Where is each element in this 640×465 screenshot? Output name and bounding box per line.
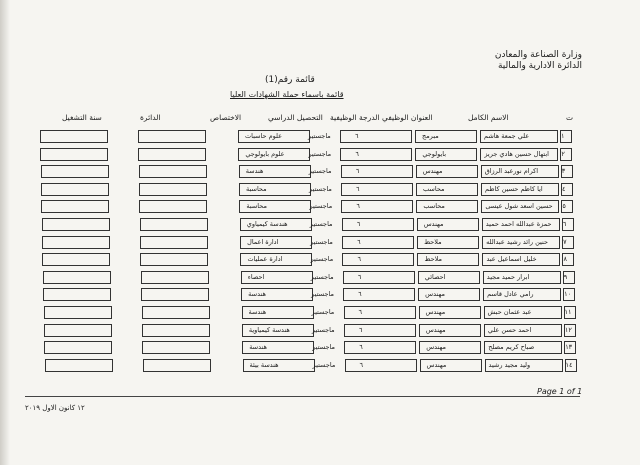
- table-cell-box: [43, 271, 111, 284]
- table-cell-box: [40, 130, 108, 143]
- cell-degree: ماجستير: [311, 325, 335, 334]
- header-department: الدائرة: [140, 113, 161, 122]
- table-cell-box: [45, 359, 113, 372]
- table-cell-box: [142, 324, 210, 337]
- table-row: [40, 339, 573, 357]
- cell-degree: ماجستير: [309, 219, 333, 228]
- table-cell-box: [345, 359, 417, 372]
- table-cell-box: [343, 271, 415, 284]
- table-cell-box: [42, 218, 110, 231]
- cell-job-title: ملاحظ: [424, 237, 442, 246]
- header-degree: التحصيل الدراسي: [268, 113, 323, 122]
- table-row: [40, 198, 570, 216]
- cell-seq: ٨: [563, 255, 567, 264]
- table-cell-box: [140, 218, 208, 231]
- table-cell-box: [139, 183, 207, 196]
- cell-specialty: هندسة: [245, 167, 264, 176]
- cell-specialty: علوم بايولوجي: [245, 149, 285, 158]
- cell-job-title: محاسب: [423, 184, 445, 193]
- table-cell-box: [44, 306, 112, 319]
- footer-divider: [25, 396, 580, 397]
- table-cell-box: [40, 148, 108, 161]
- cell-degree: ماجستير: [312, 343, 335, 352]
- cell-grade: ٦: [358, 307, 362, 316]
- cell-grade: ٦: [355, 132, 359, 140]
- cell-specialty: علوم حاسبات: [245, 132, 282, 140]
- table-cell-box: [138, 130, 206, 143]
- cell-seq: ٥: [562, 202, 566, 211]
- department-name: الدائرة الادارية والمالية: [497, 61, 582, 71]
- table-cell-box: [42, 236, 110, 249]
- cell-degree: ماجستير: [308, 149, 332, 158]
- cell-grade: ٦: [357, 237, 361, 246]
- table-row: [40, 357, 573, 375]
- cell-degree: ماجستير: [311, 290, 334, 299]
- table-cell-box: [344, 324, 416, 337]
- cell-specialty: هندسة كيمياوية: [248, 325, 290, 334]
- cell-name: ابرار حميد مجيد: [486, 272, 530, 281]
- table-cell-box: [342, 236, 414, 249]
- cell-degree: ماجستير: [309, 202, 333, 211]
- cell-seq: ١١: [564, 307, 572, 316]
- cell-specialty: هندسة بيئة: [249, 360, 279, 369]
- table-cell-box: [138, 148, 206, 161]
- table-cell-box: [341, 183, 413, 196]
- cell-job-title: مهندس: [422, 167, 443, 176]
- cell-degree: ماجستير: [312, 360, 336, 369]
- table-cell-box: [140, 236, 208, 249]
- cell-seq: ٧: [563, 237, 567, 246]
- table-cell-box: [343, 288, 415, 301]
- cell-grade: ٦: [358, 290, 362, 299]
- ministry-name: وزارة الصناعة والمعادن: [494, 50, 582, 60]
- cell-grade: ٦: [358, 325, 363, 334]
- cell-name: عبد عثمان حبش: [487, 307, 532, 316]
- cell-grade: ٦: [359, 360, 364, 369]
- table-cell-box: [341, 200, 413, 213]
- cell-degree: ماجستير: [308, 167, 332, 176]
- cell-name: وليد مجيد رشيد: [488, 360, 531, 369]
- cell-grade: ٦: [357, 255, 361, 264]
- table-row: [40, 163, 570, 181]
- table-cell-box: [342, 218, 414, 231]
- list-title: قائمة رقم(1): [265, 75, 315, 85]
- header-job-title: العنوان الوظيفي: [382, 113, 433, 122]
- header-grade: الدرجة الوظيفية: [330, 113, 380, 122]
- table-cell-box: [143, 359, 211, 372]
- table-cell-box: [344, 341, 416, 354]
- cell-name: علي جمعة هاشم: [484, 132, 530, 140]
- cell-seq: ١٣: [565, 343, 573, 352]
- table-cell-box: [340, 130, 412, 143]
- cell-job-title: احصائي: [424, 272, 446, 281]
- table-cell-box: [44, 324, 112, 337]
- table-cell-box: [142, 306, 210, 319]
- cell-degree: ماجستير: [310, 237, 333, 246]
- cell-specialty: هندسة كيمياوي: [246, 219, 288, 228]
- scan-edge: [0, 0, 10, 465]
- table-cell-box: [44, 341, 112, 354]
- cell-degree: ماجستير: [310, 272, 334, 281]
- cell-specialty: هندسة: [248, 290, 266, 299]
- cell-name: ايا كاظم حسين كاظم: [485, 184, 543, 193]
- cell-name: حسين اسعد شول عيسى: [485, 202, 553, 211]
- ministry-header: [452, 50, 582, 72]
- cell-specialty: هندسة: [249, 343, 267, 352]
- cell-seq: ١: [561, 132, 565, 140]
- header-specialty: الاختصاص: [210, 113, 242, 122]
- table-cell-box: [41, 165, 109, 178]
- table-cell-box: [43, 288, 111, 301]
- cell-job-title: بايولوجي: [422, 149, 447, 158]
- cell-degree: ماجستير: [308, 132, 331, 140]
- cell-grade: ٦: [356, 219, 361, 228]
- table-cell-box: [139, 200, 207, 213]
- cell-seq: ١٤: [565, 360, 573, 369]
- table-cell-box: [42, 253, 110, 266]
- table-row: [40, 251, 570, 269]
- cell-job-title: مهندس: [426, 360, 447, 369]
- cell-grade: ٦: [356, 202, 360, 211]
- print-date: ١٢ كانون الاول ٢٠١٩: [25, 404, 85, 412]
- table-cell-box: [340, 148, 412, 161]
- cell-job-title: مهندس: [425, 325, 446, 334]
- table-cell-box: [41, 183, 109, 196]
- cell-job-title: ملاحظ: [424, 255, 442, 264]
- table-row: [40, 322, 570, 340]
- cell-name: اكرام نورعبد الرزاق: [484, 167, 539, 176]
- cell-grade: ٦: [357, 272, 362, 281]
- table-row: [40, 269, 570, 287]
- cell-seq: ٢: [561, 149, 565, 158]
- cell-specialty: محاسبة: [246, 184, 267, 193]
- table-row: [40, 146, 570, 164]
- cell-degree: ماجستير: [310, 255, 334, 264]
- table-row: [40, 286, 570, 304]
- cell-job-title: محاسب: [423, 202, 445, 211]
- cell-job-title: مهندس: [423, 219, 444, 228]
- cell-name: حمزة عبدالله احمد حميد: [485, 219, 552, 228]
- cell-seq: ١٠: [564, 290, 572, 299]
- table-row: [40, 181, 570, 199]
- table-cell-box: [41, 200, 109, 213]
- cell-seq: ٤: [562, 184, 566, 193]
- cell-seq: ٣: [561, 167, 566, 176]
- cell-degree: ماجستير: [311, 307, 335, 316]
- table-cell-box: [139, 165, 207, 178]
- cell-seq: ١٢: [564, 325, 572, 334]
- cell-name: ابتهال حسين هادي جريز: [484, 149, 549, 158]
- table-row: [40, 304, 570, 322]
- cell-specialty: هندسة: [248, 307, 267, 316]
- cell-name: صباح كريم مصلح: [488, 343, 535, 352]
- cell-name: احمد حسن علي: [487, 325, 532, 334]
- table-cell-box: [142, 341, 210, 354]
- table-row: [40, 216, 570, 234]
- cell-name: حنين رائد رشيد عبدالله: [486, 237, 548, 246]
- cell-specialty: محاسبة: [246, 202, 267, 211]
- table-cell-box: [141, 271, 209, 284]
- table-row: [40, 128, 570, 146]
- cell-degree: ماجستير: [309, 184, 332, 193]
- table-cell-box: [141, 288, 209, 301]
- header-name: الاسم الكامل: [468, 113, 509, 122]
- cell-grade: ٦: [359, 343, 363, 352]
- personnel-table: [40, 128, 573, 374]
- cell-seq: ٩: [563, 272, 568, 281]
- page-number: Page 1 of 1: [537, 387, 583, 396]
- cell-job-title: مهندس: [425, 290, 445, 299]
- cell-specialty: احصاء: [247, 272, 265, 281]
- cell-job-title: مهندس: [425, 307, 446, 316]
- cell-name: خليل اسماعيل عبد: [486, 255, 537, 264]
- cell-grade: ٦: [355, 167, 360, 176]
- table-cell-box: [341, 165, 413, 178]
- table-row: [40, 234, 570, 252]
- table-cell-box: [342, 253, 414, 266]
- cell-seq: ٦: [562, 219, 567, 228]
- cell-specialty: ادارة عمليات: [247, 255, 283, 264]
- cell-specialty: ادارة اعمال: [247, 237, 279, 246]
- cell-grade: ٦: [356, 184, 360, 193]
- cell-name: رامي عادل قاسم: [487, 290, 534, 299]
- header-seq: ت: [566, 113, 574, 122]
- header-start-year: سنة التشغيل: [62, 113, 102, 122]
- table-cell-box: [344, 306, 416, 319]
- table-cell-box: [140, 253, 208, 266]
- list-subtitle: قائمة باسماء حملة الشهادات العليا: [230, 90, 344, 99]
- cell-grade: ٦: [355, 149, 359, 158]
- cell-job-title: مهندس: [426, 343, 446, 352]
- cell-job-title: مبرمج: [422, 132, 439, 140]
